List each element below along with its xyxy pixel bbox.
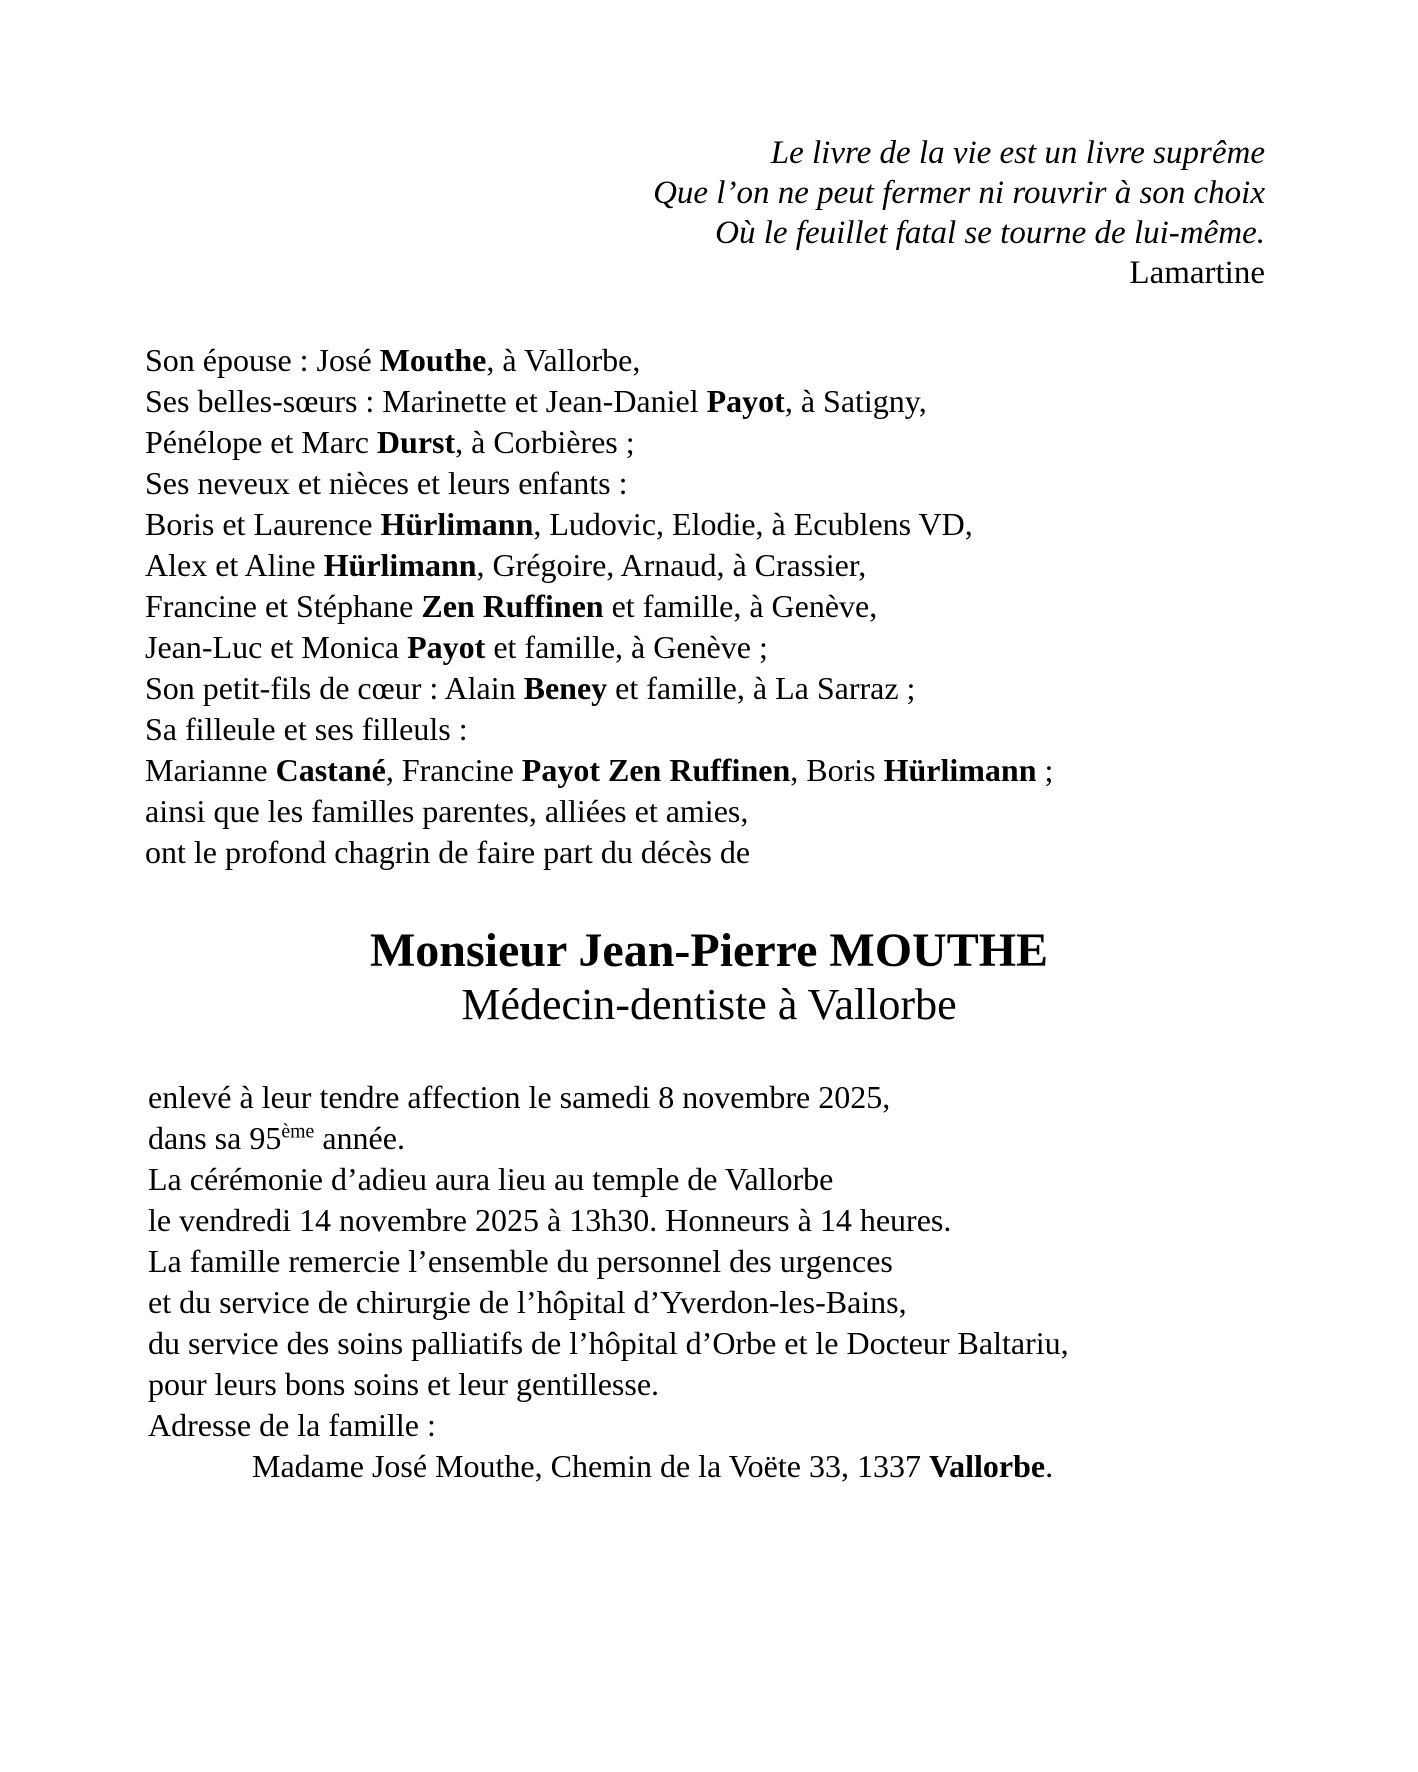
text-line xyxy=(148,1405,1278,1446)
text-line xyxy=(145,463,1278,504)
text-segment: Alex et Aline xyxy=(145,547,324,583)
text-segment: du service des soins palliatifs de l’hôpital d’Orbe et le Docteur Baltariu, xyxy=(148,1325,1069,1361)
text-segment: ainsi que les familles parentes, alliées et amies, xyxy=(145,793,749,829)
family-announcement xyxy=(145,340,1278,873)
text-line xyxy=(148,1118,1278,1159)
text-line xyxy=(148,1077,1278,1118)
text-segment: , à Satigny, xyxy=(784,383,927,419)
deceased-name: Monsieur Jean-Pierre MOUTHE xyxy=(369,924,1049,977)
text-segment: Francine et Stéphane xyxy=(145,588,422,624)
text-line xyxy=(145,422,1278,463)
name-emphasis: Mouthe xyxy=(379,342,487,378)
text-segment: La famille remercie l’ensemble du personnel des urgences xyxy=(148,1243,893,1279)
text-segment: et famille, à La Sarraz ; xyxy=(607,670,916,706)
text-segment: Pénélope et Marc xyxy=(145,424,377,460)
epigraph xyxy=(0,0,1418,293)
text-line xyxy=(145,504,1278,545)
text-segment: et famille, à Genève, xyxy=(603,588,878,624)
text-segment: pour leurs bons soins et leur gentillesse. xyxy=(148,1366,660,1402)
text-segment: Jean-Luc et Monica xyxy=(145,629,408,665)
text-line xyxy=(148,1241,1278,1282)
text-segment: le vendredi 14 novembre 2025 à 13h30. Honneurs à 14 heures. xyxy=(148,1202,952,1238)
text-segment: année. xyxy=(314,1120,405,1156)
text-line xyxy=(145,709,1278,750)
deceased-profession: Médecin-dentiste à Vallorbe xyxy=(461,980,957,1029)
name-emphasis: Hürlimann xyxy=(380,506,534,542)
text-segment: Son épouse : José xyxy=(145,342,380,378)
text-segment: ont le profond chagrin de faire part du décès de xyxy=(145,834,751,870)
text-line xyxy=(148,1323,1278,1364)
text-line xyxy=(148,1159,1278,1200)
text-line xyxy=(148,1446,1278,1487)
text-segment: Madame José Mouthe, Chemin de la Voëte 33, 1337 xyxy=(252,1448,929,1484)
ceremony-details xyxy=(148,1077,1278,1487)
text-segment: , à Vallorbe, xyxy=(486,342,641,378)
name-emphasis: Vallorbe xyxy=(928,1448,1046,1484)
text-line xyxy=(148,1364,1278,1405)
deceased-block xyxy=(0,923,1418,1031)
text-line xyxy=(0,213,1265,253)
text-line xyxy=(145,668,1278,709)
text-segment: enlevé à leur tendre affection le samedi 8 novembre 2025, xyxy=(148,1079,891,1115)
text-segment: Sa filleule et ses filleuls : xyxy=(145,711,468,747)
name-emphasis: Payot xyxy=(706,383,785,419)
text-line xyxy=(145,586,1278,627)
text-segment: Son petit-fils de cœur : Alain xyxy=(145,670,524,706)
text-segment: Ses neveux et nièces et leurs enfants : xyxy=(145,465,628,501)
text-line xyxy=(145,545,1278,586)
text-segment: ; xyxy=(1036,752,1054,788)
text-segment: , Francine xyxy=(385,752,522,788)
text-segment: Adresse de la famille : xyxy=(148,1407,436,1443)
text-segment: , Boris xyxy=(790,752,884,788)
text-segment: dans sa 95 xyxy=(148,1120,282,1156)
epigraph-attribution: Lamartine xyxy=(1129,255,1265,291)
text-line xyxy=(148,1200,1278,1241)
name-emphasis: Durst xyxy=(376,424,456,460)
text-segment: La cérémonie d’adieu aura lieu au temple de Vallorbe xyxy=(148,1161,834,1197)
text-line xyxy=(145,627,1278,668)
text-line xyxy=(145,750,1278,791)
name-emphasis: Beney xyxy=(523,670,608,706)
text-segment: Le livre de la vie est un livre suprême xyxy=(770,135,1265,171)
text-segment: . xyxy=(1045,1448,1054,1484)
text-segment: ème xyxy=(281,1120,315,1143)
text-segment: , Ludovic, Elodie, à Ecublens VD, xyxy=(533,506,973,542)
name-emphasis: Castané xyxy=(275,752,386,788)
name-emphasis: Hürlimann xyxy=(323,547,477,583)
text-line xyxy=(0,173,1265,213)
text-line xyxy=(145,791,1278,832)
text-segment: Où le feuillet fatal se tourne de lui-même. xyxy=(715,215,1265,251)
text-line xyxy=(148,1282,1278,1323)
text-segment: , Grégoire, Arnaud, à Crassier, xyxy=(476,547,867,583)
text-segment: Ses belles-sœurs : Marinette et Jean-Daniel xyxy=(145,383,707,419)
name-emphasis: Payot Zen Ruffinen xyxy=(521,752,791,788)
text-segment: , à Corbières ; xyxy=(455,424,635,460)
text-line xyxy=(145,381,1278,422)
text-line xyxy=(0,133,1265,173)
text-line xyxy=(145,340,1278,381)
text-segment: Que l’on ne peut fermer ni rouvrir à son choix xyxy=(653,175,1265,211)
text-segment: et famille, à Genève ; xyxy=(485,629,768,665)
text-segment: Boris et Laurence xyxy=(145,506,381,542)
name-emphasis: Payot xyxy=(407,629,486,665)
name-emphasis: Zen Ruffinen xyxy=(421,588,604,624)
text-line xyxy=(145,832,1278,873)
text-segment: Marianne xyxy=(145,752,276,788)
name-emphasis: Hürlimann xyxy=(883,752,1037,788)
text-segment: et du service de chirurgie de l’hôpital d’Yverdon-les-Bains, xyxy=(148,1284,907,1320)
epigraph-quote xyxy=(0,133,1265,253)
